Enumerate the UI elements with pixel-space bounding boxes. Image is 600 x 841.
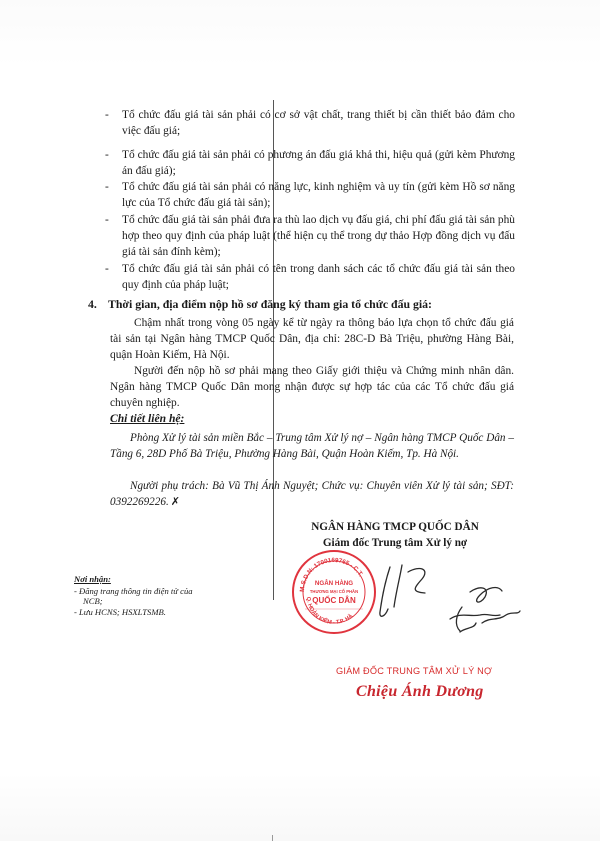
handwritten-mark: ✗ xyxy=(170,496,180,508)
recipient-item xyxy=(74,586,193,607)
recipient-line: - Đăng trang thông tin điện tử của xyxy=(74,585,193,596)
seal-line-1: NGÂN HÀNG xyxy=(314,580,354,587)
seal-line-3: QUỐC DÂN xyxy=(312,596,356,605)
section-number: 4. xyxy=(88,297,97,311)
submission-paragraph: Người đến nộp hồ sơ phải mang theo Giấy giới thiệu và Chứng minh nhân dân. Ngân hàng TMCP Quốc Dân mong nhận được sự hợp tác của các Tổ chức đấu giá chuyên nghiệp. xyxy=(110,365,514,409)
signer-organization: NGÂN HÀNG TMCP QUỐC DÂN xyxy=(311,521,479,533)
requirement-text: Tổ chức đấu giá tài sản phải có tên trong danh sách các tổ chức đấu giá tài sản theo quy định của pháp luật; xyxy=(122,263,515,291)
recipient-line: - Lưu HCNS; HSXLTSMB. xyxy=(74,606,166,617)
requirement-item xyxy=(105,261,515,293)
bullet-dash: - xyxy=(105,149,109,161)
requirement-text: Tổ chức đấu giá tài sản phải có phương án đấu giá khả thi, hiệu quả (gửi kèm Phương án đấu giá); xyxy=(122,149,515,177)
recipient-item xyxy=(74,607,193,618)
bullet-dash: - xyxy=(105,181,109,193)
section-heading xyxy=(88,296,518,312)
requirement-item xyxy=(105,107,515,139)
scan-artifact-bottom xyxy=(272,835,273,841)
section-title: Thời gian, địa điểm nộp hồ sơ đăng ký tham gia tổ chức đấu giá: xyxy=(108,297,432,311)
contact-person xyxy=(110,478,514,510)
requirement-item xyxy=(105,147,515,179)
stamp-signer-name: Chiệu Ánh Dương xyxy=(356,683,484,700)
recipients-title: Nơi nhận: xyxy=(74,574,111,584)
requirement-text: Tổ chức đấu giá tài sản phải đưa ra thù lao dịch vụ đấu giá, chi phí đấu giá tài sản phù hợp theo quy định của pháp luật (thể hiện cụ thể trong dự thảo Hợp đồng dịch vụ đấu giá tài sản đính kèm); xyxy=(122,214,515,258)
official-seal xyxy=(291,549,377,635)
requirement-item xyxy=(105,179,515,211)
contact-person-text: Người phụ trách: Bà Vũ Thị Ánh Nguyệt; Chức vụ: Chuyên viên Xử lý tài sản; SĐT: 0392269226. xyxy=(110,480,514,508)
stamp-title: GIÁM ĐỐC TRUNG TÂM XỬ LÝ NỢ xyxy=(336,666,493,676)
bullet-dash: - xyxy=(105,263,109,275)
seal-ring-bottom-text: Q. HOÀN KIẾM - T.P. HÀ xyxy=(304,596,355,627)
requirement-item xyxy=(105,212,515,260)
recipients-block xyxy=(74,574,193,617)
recipient-line-continued: NCB; xyxy=(83,596,103,606)
requirement-text: Tổ chức đấu giá tài sản phải có năng lực, kinh nghiệm và uy tín (gửi kèm Hồ sơ năng lực của Tổ chức đấu giá tài sản); xyxy=(122,181,515,209)
contact-heading: Chi tiết liên hệ: xyxy=(110,412,185,425)
bullet-dash: - xyxy=(105,109,109,121)
signer-position: Giám đốc Trung tâm Xử lý nợ xyxy=(322,537,468,549)
seal-line-2: THƯƠNG MẠI CỔ PHẦN xyxy=(309,589,359,594)
deadline-paragraph: Chậm nhất trong vòng 05 ngày kể từ ngày ra thông báo lựa chọn tổ chức đấu giá tài sản tại Ngân hàng TMCP Quốc Dân, địa chỉ: 28C-D Bà Triệu, phường Hàng Bài, quận Hoàn Kiếm, Hà Nội. xyxy=(110,317,514,361)
requirement-text: Tổ chức đấu giá tài sản phải có cơ sở vật chất, trang thiết bị cần thiết bảo đảm cho việc đấu giá; xyxy=(122,109,515,137)
seal-ring-top-text: M.S.D.N: 1700169765 - C.T. xyxy=(298,556,365,593)
contact-office: Phòng Xử lý tài sản miền Bắc – Trung tâm Xử lý nợ – Ngân hàng TMCP Quốc Dân – Tầng 6, 28D Phố Bà Triệu, Phường Hàng Bài, Quận Hoàn Kiếm, Tp. Hà Nội. xyxy=(110,432,514,460)
bullet-dash: - xyxy=(105,214,109,226)
